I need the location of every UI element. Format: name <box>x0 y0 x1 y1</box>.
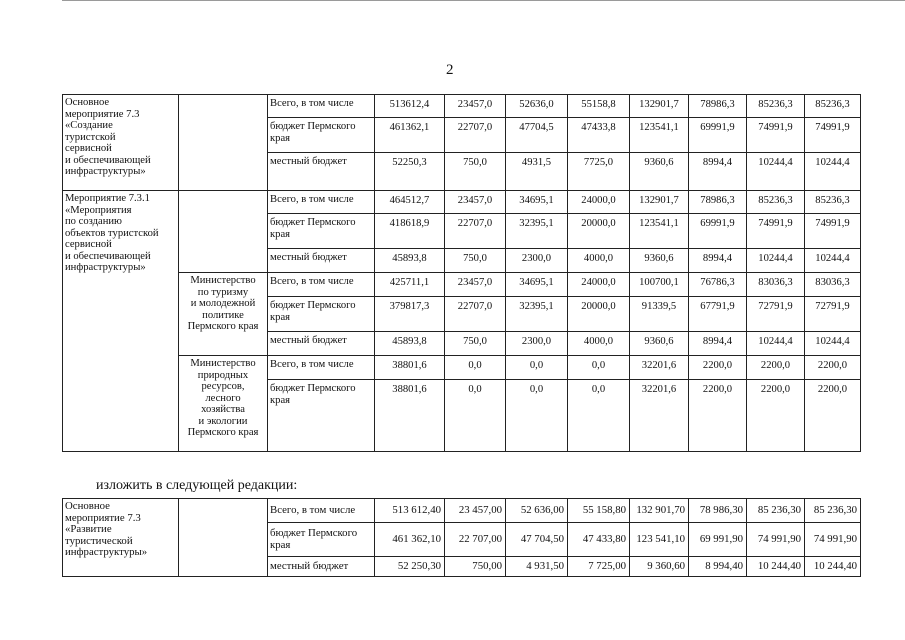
amount-cell: 32395,1 <box>506 214 568 249</box>
executor: Министерство по туризму и молодежной политике Пермского края <box>179 273 268 356</box>
amount-cell: 0,0 <box>445 380 506 452</box>
amount-cell: 7725,0 <box>568 153 630 191</box>
amount-cell: 55 158,80 <box>568 499 630 523</box>
amount-cell: 750,00 <box>445 557 506 577</box>
amount-cell: 85236,3 <box>805 191 861 214</box>
executor <box>179 95 268 191</box>
executor <box>179 191 268 273</box>
amount-cell: 2200,0 <box>805 356 861 380</box>
amount-cell: 10244,4 <box>747 153 805 191</box>
amount-cell: 10244,4 <box>805 332 861 356</box>
amount-cell: 2200,0 <box>747 380 805 452</box>
funding-source: бюджет Пермского края <box>268 523 375 557</box>
amount-cell: 85236,3 <box>747 95 805 118</box>
table-row <box>63 95 861 118</box>
amount-cell: 20000,0 <box>568 214 630 249</box>
amount-cell: 47433,8 <box>568 118 630 153</box>
amount-cell: 78986,3 <box>689 191 747 214</box>
amount-cell: 379817,3 <box>375 297 445 332</box>
amount-cell: 4931,5 <box>506 153 568 191</box>
amount-cell: 513 612,40 <box>375 499 445 523</box>
amount-cell: 85 236,30 <box>805 499 861 523</box>
funding-source: бюджет Пермского края <box>268 118 375 153</box>
amount-cell: 10 244,40 <box>747 557 805 577</box>
amount-cell: 9360,6 <box>630 153 689 191</box>
amount-cell: 69991,9 <box>689 118 747 153</box>
amount-cell: 85236,3 <box>805 95 861 118</box>
amount-cell: 55158,8 <box>568 95 630 118</box>
funding-table-old <box>62 94 861 452</box>
page-number: 2 <box>446 62 454 78</box>
funding-source: местный бюджет <box>268 332 375 356</box>
amount-cell: 2200,0 <box>805 380 861 452</box>
table-row <box>63 273 861 297</box>
amount-cell: 750,0 <box>445 332 506 356</box>
amount-cell: 750,0 <box>445 249 506 273</box>
amount-cell: 83036,3 <box>805 273 861 297</box>
amount-cell: 4000,0 <box>568 249 630 273</box>
amount-cell: 47 704,50 <box>506 523 568 557</box>
amount-cell: 47704,5 <box>506 118 568 153</box>
amount-cell: 9 360,60 <box>630 557 689 577</box>
amount-cell: 2300,0 <box>506 249 568 273</box>
amount-cell: 45893,8 <box>375 249 445 273</box>
amount-cell: 10244,4 <box>805 249 861 273</box>
funding-table-new <box>62 498 861 577</box>
amount-cell: 123541,1 <box>630 214 689 249</box>
amount-cell: 10244,4 <box>747 332 805 356</box>
funding-source: Всего, в том числе <box>268 499 375 523</box>
amount-cell: 23457,0 <box>445 95 506 118</box>
amount-cell: 52250,3 <box>375 153 445 191</box>
amount-cell: 85236,3 <box>747 191 805 214</box>
amendment-phrase: изложить в следующей редакции: <box>96 478 298 493</box>
amount-cell: 8994,4 <box>689 249 747 273</box>
amount-cell: 123541,1 <box>630 118 689 153</box>
amount-cell: 0,0 <box>568 356 630 380</box>
amount-cell: 32201,6 <box>630 356 689 380</box>
amount-cell: 78986,3 <box>689 95 747 118</box>
amount-cell: 38801,6 <box>375 356 445 380</box>
amount-cell: 8994,4 <box>689 153 747 191</box>
amount-cell: 10244,4 <box>747 249 805 273</box>
executor <box>179 499 268 577</box>
amount-cell: 32201,6 <box>630 380 689 452</box>
amount-cell: 83036,3 <box>747 273 805 297</box>
amount-cell: 513612,4 <box>375 95 445 118</box>
page-top-edge <box>62 0 905 1</box>
amount-cell: 20000,0 <box>568 297 630 332</box>
amount-cell: 0,0 <box>445 356 506 380</box>
amount-cell: 74991,9 <box>805 214 861 249</box>
amount-cell: 7 725,00 <box>568 557 630 577</box>
amount-cell: 74991,9 <box>805 118 861 153</box>
funding-source: бюджет Пермского края <box>268 214 375 249</box>
funding-source: Всего, в том числе <box>268 356 375 380</box>
amount-cell: 74991,9 <box>747 118 805 153</box>
amount-cell: 72791,9 <box>747 297 805 332</box>
amount-cell: 24000,0 <box>568 273 630 297</box>
amount-cell: 9360,6 <box>630 332 689 356</box>
amount-cell: 22707,0 <box>445 118 506 153</box>
amount-cell: 24000,0 <box>568 191 630 214</box>
amount-cell: 72791,9 <box>805 297 861 332</box>
amount-cell: 4 931,50 <box>506 557 568 577</box>
amount-cell: 123 541,10 <box>630 523 689 557</box>
amount-cell: 132901,7 <box>630 191 689 214</box>
table-row <box>63 356 861 380</box>
amount-cell: 2200,0 <box>689 380 747 452</box>
funding-source: Всего, в том числе <box>268 191 375 214</box>
amount-cell: 91339,5 <box>630 297 689 332</box>
amount-cell: 76786,3 <box>689 273 747 297</box>
amount-cell: 100700,1 <box>630 273 689 297</box>
table-row <box>63 499 861 523</box>
amount-cell: 464512,7 <box>375 191 445 214</box>
funding-source: бюджет Пермского края <box>268 297 375 332</box>
amount-cell: 45893,8 <box>375 332 445 356</box>
amount-cell: 461 362,10 <box>375 523 445 557</box>
amount-cell: 34695,1 <box>506 191 568 214</box>
amount-cell: 69991,9 <box>689 214 747 249</box>
amount-cell: 4000,0 <box>568 332 630 356</box>
amount-cell: 0,0 <box>568 380 630 452</box>
funding-source: местный бюджет <box>268 557 375 577</box>
amount-cell: 23457,0 <box>445 273 506 297</box>
amount-cell: 67791,9 <box>689 297 747 332</box>
amount-cell: 38801,6 <box>375 380 445 452</box>
amount-cell: 22707,0 <box>445 297 506 332</box>
amount-cell: 425711,1 <box>375 273 445 297</box>
amount-cell: 74 991,90 <box>747 523 805 557</box>
amount-cell: 47 433,80 <box>568 523 630 557</box>
amount-cell: 78 986,30 <box>689 499 747 523</box>
amount-cell: 34695,1 <box>506 273 568 297</box>
funding-source: местный бюджет <box>268 249 375 273</box>
amount-cell: 0,0 <box>506 380 568 452</box>
executor: Министерство природных ресурсов, лесного хозяйства и экологии Пермского края <box>179 356 268 452</box>
amount-cell: 2300,0 <box>506 332 568 356</box>
amount-cell: 8994,4 <box>689 332 747 356</box>
measure-name: Мероприятие 7.3.1 «Мероприятия по созданию объектов туристской сервисной и обеспечивающей инфраструктуры» <box>63 191 179 452</box>
funding-source: Всего, в том числе <box>268 273 375 297</box>
funding-source: бюджет Пермского края <box>268 380 375 452</box>
amount-cell: 23 457,00 <box>445 499 506 523</box>
amount-cell: 32395,1 <box>506 297 568 332</box>
amount-cell: 52 636,00 <box>506 499 568 523</box>
funding-source: Всего, в том числе <box>268 95 375 118</box>
amount-cell: 418618,9 <box>375 214 445 249</box>
amount-cell: 10 244,40 <box>805 557 861 577</box>
measure-name: Основное мероприятие 7.3 «Создание туристской сервисной и обеспечивающей инфраструктуры» <box>63 95 179 191</box>
amount-cell: 74991,9 <box>747 214 805 249</box>
funding-source: местный бюджет <box>268 153 375 191</box>
amount-cell: 9360,6 <box>630 249 689 273</box>
amount-cell: 74 991,90 <box>805 523 861 557</box>
amount-cell: 8 994,40 <box>689 557 747 577</box>
amount-cell: 23457,0 <box>445 191 506 214</box>
amount-cell: 2200,0 <box>747 356 805 380</box>
amount-cell: 52636,0 <box>506 95 568 118</box>
amount-cell: 85 236,30 <box>747 499 805 523</box>
amount-cell: 69 991,90 <box>689 523 747 557</box>
measure-name: Основное мероприятие 7.3 «Развитие туристической инфраструктуры» <box>63 499 179 577</box>
amount-cell: 0,0 <box>506 356 568 380</box>
amount-cell: 2200,0 <box>689 356 747 380</box>
amount-cell: 750,0 <box>445 153 506 191</box>
amount-cell: 52 250,30 <box>375 557 445 577</box>
amount-cell: 132 901,70 <box>630 499 689 523</box>
amount-cell: 461362,1 <box>375 118 445 153</box>
amount-cell: 22707,0 <box>445 214 506 249</box>
amount-cell: 132901,7 <box>630 95 689 118</box>
table-row <box>63 191 861 214</box>
amount-cell: 10244,4 <box>805 153 861 191</box>
amount-cell: 22 707,00 <box>445 523 506 557</box>
